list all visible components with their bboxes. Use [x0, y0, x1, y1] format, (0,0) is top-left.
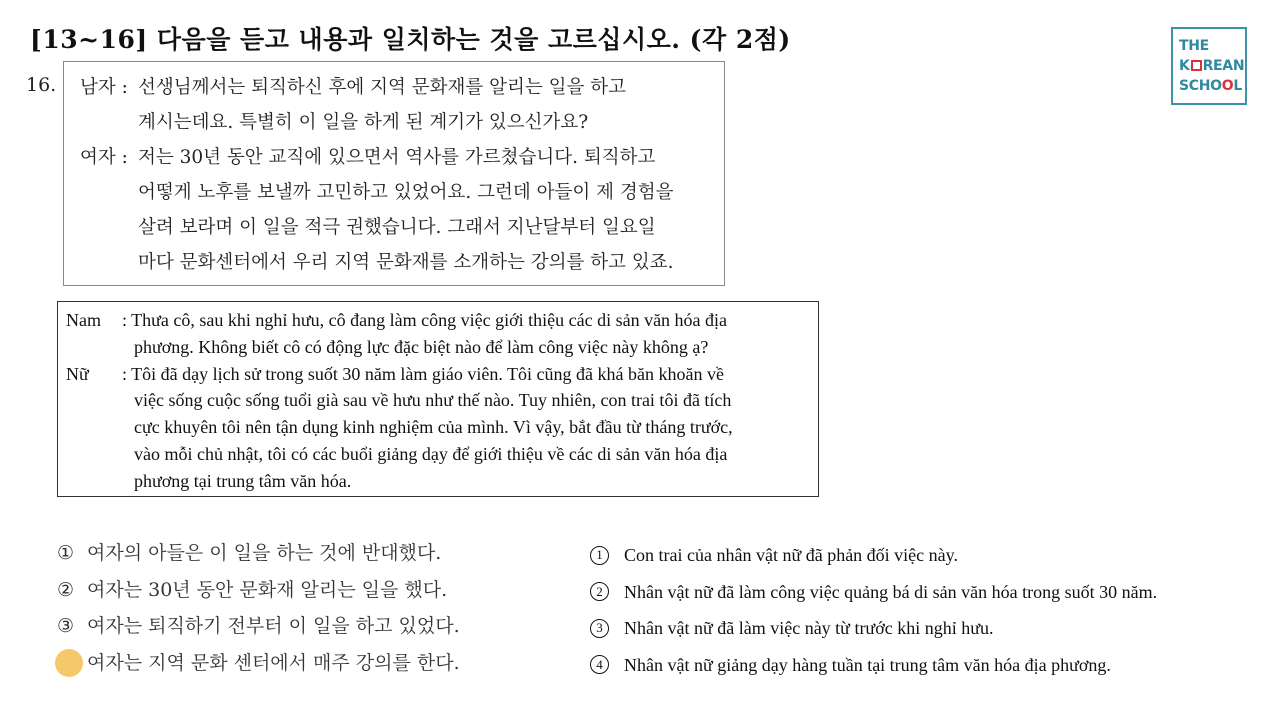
- logo-line-1: THE: [1179, 38, 1209, 54]
- dialogue-text: cực khuyên tôi nên tận dụng kinh nghiệm của mình. Vì vậy, bắt đầu từ tháng trước,: [134, 417, 733, 438]
- circled-number-icon: 4: [590, 655, 609, 674]
- dialogue-line: [80, 245, 724, 280]
- dialogue-text: 저는 30년 동안 교직에 있으면서 역사를 가르쳤습니다. 퇴직하고: [138, 147, 656, 168]
- dialogue-line: [66, 387, 818, 414]
- choice-vi-1[interactable]: [590, 537, 1157, 574]
- dialogue-line: [80, 140, 724, 175]
- choice-3[interactable]: [57, 608, 460, 645]
- dialogue-line: [80, 210, 724, 245]
- choice-text: 여자는 퇴직하기 전부터 이 일을 하고 있었다.: [87, 615, 460, 637]
- choice-text: Nhân vật nữ đã làm việc này từ trước khi nghỉ hưu.: [624, 618, 994, 638]
- answer-highlight-icon: [55, 649, 83, 677]
- dialogue-line: [80, 105, 724, 140]
- dialogue-text: vào mỗi chủ nhật, tôi có các buổi giảng dạy để giới thiệu về các di sản văn hóa địa: [134, 443, 728, 464]
- circled-number-icon: 3: [590, 619, 609, 638]
- logo-text: REAN: [1202, 58, 1245, 74]
- dialogue-text: phương. Không biết cô có động lực đặc biệt nào để làm công việc này không ạ?: [134, 336, 709, 357]
- dialogue-text: : Tôi đã dạy lịch sử trong suốt 30 năm làm giáo viên. Tôi cũng đã khá băn khoăn về: [122, 363, 724, 384]
- vietnamese-answer-choices: [590, 537, 1157, 683]
- choice-vi-3[interactable]: [590, 610, 1157, 647]
- dialogue-text: 마다 문화센터에서 우리 지역 문화재를 소개하는 강의를 하고 있죠.: [138, 252, 674, 273]
- choice-text: Nhân vật nữ đã làm công việc quảng bá di sản văn hóa trong suốt 30 năm.: [624, 581, 1158, 602]
- dialogue-text: 살려 보라며 이 일을 적극 권했습니다. 그래서 지난달부터 일요일: [138, 217, 656, 238]
- choice-text: 여자의 아들은 이 일을 하는 것에 반대했다.: [87, 542, 442, 564]
- dialogue-text: 선생님께서는 퇴직하신 후에 지역 문화재를 알리는 일을 하고: [138, 77, 626, 98]
- dialogue-line: [66, 307, 818, 334]
- logo-text: L: [1233, 78, 1243, 94]
- korean-answer-choices: [57, 535, 460, 681]
- choice-text: Con trai của nhân vật nữ đã phản đối việc này.: [624, 545, 958, 565]
- dialogue-line: [80, 175, 724, 210]
- page-title: [13~16] 다음을 듣고 내용과 일치하는 것을 고르십시오. (각 2점): [30, 25, 791, 54]
- dialogue-line: [66, 334, 818, 361]
- circled-number-icon: 1: [590, 546, 609, 565]
- speaker-label: 여자 :: [80, 147, 128, 168]
- dialogue-line: [66, 441, 818, 468]
- logo-text: K: [1179, 58, 1190, 74]
- logo-red-letter: O: [1221, 78, 1234, 94]
- choice-2[interactable]: [57, 572, 460, 609]
- logo-text: SCHO: [1179, 78, 1222, 94]
- circled-number-icon: 2: [590, 582, 609, 601]
- question-number: 16.: [26, 74, 57, 96]
- red-square-icon: [1191, 60, 1202, 71]
- choice-text: 여자는 30년 동안 문화재 알리는 일을 했다.: [87, 578, 448, 601]
- choice-4-correct[interactable]: [57, 645, 460, 682]
- dialogue-line: [66, 414, 818, 441]
- korean-dialogue-box: [63, 61, 725, 286]
- speaker-label: Nữ: [66, 363, 89, 384]
- dialogue-text: 계시는데요. 특별히 이 일을 하게 된 계기가 있으신가요?: [138, 112, 589, 133]
- dialogue-text: phương tại trung tâm văn hóa.: [134, 470, 352, 491]
- dialogue-text: việc sống cuộc sống tuổi già sau về hưu như thế nào. Tuy nhiên, con trai tôi đã tích: [134, 390, 732, 411]
- the-korean-school-logo: [1171, 27, 1247, 105]
- choice-number: ①: [57, 542, 75, 564]
- choice-number: ②: [57, 578, 75, 601]
- dialogue-line: [80, 70, 724, 105]
- choice-text: 여자는 지역 문화 센터에서 매주 강의를 한다.: [87, 651, 460, 674]
- dialogue-text: 어떻게 노후를 보낼까 고민하고 있었어요. 그런데 아들이 제 경험을: [138, 182, 674, 203]
- choice-text: Nhân vật nữ giảng dạy hàng tuần tại trung tâm văn hóa địa phương.: [624, 654, 1111, 675]
- vietnamese-translation-box: [57, 301, 819, 497]
- logo-line-2: [1179, 56, 1245, 76]
- dialogue-text: : Thưa cô, sau khi nghỉ hưu, cô đang làm công việc giới thiệu các di sản văn hóa địa: [122, 310, 728, 330]
- choice-number: ③: [57, 615, 75, 637]
- speaker-label: 남자 :: [80, 77, 128, 98]
- choice-vi-2[interactable]: [590, 574, 1157, 611]
- speaker-label: Nam: [66, 310, 101, 330]
- choice-1[interactable]: [57, 535, 460, 572]
- dialogue-line: [66, 468, 818, 495]
- choice-vi-4[interactable]: [590, 647, 1157, 684]
- dialogue-line: [66, 361, 818, 388]
- logo-line-3: [1179, 76, 1245, 96]
